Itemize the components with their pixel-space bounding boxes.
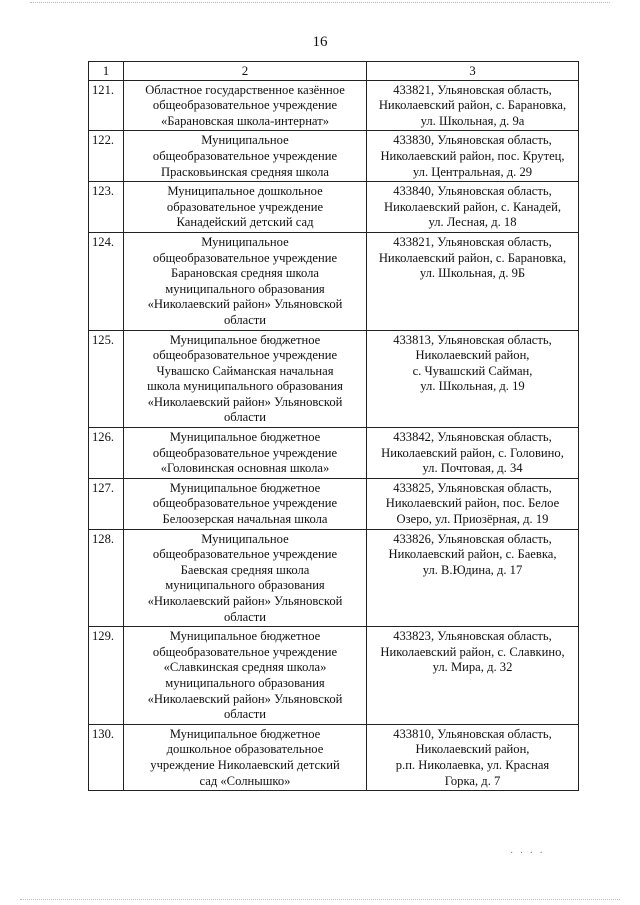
scan-edge-bottom bbox=[20, 899, 620, 901]
table-row bbox=[89, 131, 579, 182]
institution-name-line: муниципального образования bbox=[165, 675, 325, 690]
scan-artifact-mark: · · · · bbox=[510, 848, 545, 859]
institution-address-line: Николаевский район, с. Барановка, bbox=[378, 98, 567, 113]
row-number: 127. bbox=[89, 478, 124, 529]
column-header-address: 3 bbox=[367, 62, 579, 81]
institution-name-line: «Барановская школа-интернат» bbox=[160, 113, 329, 128]
institution-name-cell bbox=[124, 724, 367, 790]
institution-name-cell bbox=[124, 182, 367, 233]
institution-address-line: с. Чувашский Сайман, bbox=[412, 363, 533, 378]
table-row bbox=[89, 724, 579, 790]
table-row bbox=[89, 529, 579, 627]
institution-address-line: 433813, Ульяновская область, bbox=[393, 332, 552, 347]
row-number: 121. bbox=[89, 80, 124, 131]
table-row bbox=[89, 428, 579, 479]
institution-name-cell bbox=[124, 529, 367, 627]
column-header-name: 2 bbox=[124, 62, 367, 81]
institution-name-line: Белоозерская начальная школа bbox=[162, 512, 328, 527]
institution-address-cell bbox=[367, 80, 579, 131]
institution-address-line: Озеро, ул. Приозёрная, д. 19 bbox=[396, 512, 549, 527]
institution-name-line: образовательное учреждение bbox=[166, 199, 324, 214]
institution-name-cell bbox=[124, 80, 367, 131]
institution-name-line: Муниципальное бюджетное bbox=[169, 430, 321, 445]
table-body bbox=[89, 80, 579, 791]
institution-name-line: области bbox=[223, 609, 267, 624]
institution-address-line: Николаевский район, с. Головино, bbox=[381, 445, 564, 460]
institution-name-line: общеобразовательное учреждение bbox=[152, 98, 338, 113]
institution-name-line: области bbox=[223, 707, 267, 722]
institution-name-line: Муниципальное дошкольное bbox=[167, 184, 323, 199]
institution-address-line: ул. Школьная, д. 19 bbox=[420, 379, 525, 394]
institution-address-line: 433821, Ульяновская область, bbox=[393, 82, 552, 97]
institution-name-line: Чувашско Сайманская начальная bbox=[156, 363, 334, 378]
institution-name-line: муниципального образования bbox=[165, 281, 325, 296]
institution-name-line: Канадейский детский сад bbox=[176, 215, 314, 230]
column-header-number: 1 bbox=[89, 62, 124, 81]
institution-name-line: Муниципальное бюджетное bbox=[169, 480, 321, 495]
institution-address-cell bbox=[367, 724, 579, 790]
institution-address-cell bbox=[367, 182, 579, 233]
institution-address-line: 433830, Ульяновская область, bbox=[393, 133, 552, 148]
institution-address-line: 433823, Ульяновская область, bbox=[393, 629, 552, 644]
institution-name-line: Муниципальное bbox=[201, 531, 289, 546]
institution-address-cell bbox=[367, 478, 579, 529]
institution-address-line: Николаевский район, с. Баевка, bbox=[388, 547, 557, 562]
institution-name-line: Муниципальное bbox=[201, 133, 289, 148]
institution-address-line: ул. Мира, д. 32 bbox=[432, 660, 513, 675]
institution-address-line: Николаевский район, bbox=[415, 742, 530, 757]
row-number: 125. bbox=[89, 330, 124, 428]
institution-address-line: Николаевский район, bbox=[415, 348, 530, 363]
institution-address-line: Николаевский район, пос. Белое bbox=[385, 496, 560, 511]
institution-name-cell bbox=[124, 131, 367, 182]
institution-name-line: Муниципальное бюджетное bbox=[169, 332, 321, 347]
institution-name-line: «Николаевский район» Ульяновской bbox=[147, 394, 343, 409]
institution-address-cell bbox=[367, 627, 579, 725]
institution-address-line: Николаевский район, с. Барановка, bbox=[378, 250, 567, 265]
institution-name-line: муниципального образования bbox=[165, 578, 325, 593]
institution-address-line: 433825, Ульяновская область, bbox=[393, 480, 552, 495]
scan-edge-top bbox=[30, 2, 610, 4]
institution-name-line: Барановская средняя школа bbox=[170, 266, 320, 281]
institution-address-line: р.п. Николаевка, ул. Красная bbox=[395, 757, 550, 772]
institution-address-cell bbox=[367, 330, 579, 428]
institution-address-line: ул. Центральная, д. 29 bbox=[412, 164, 533, 179]
institution-name-line: общеобразовательное учреждение bbox=[152, 547, 338, 562]
institution-name-line: общеобразовательное учреждение bbox=[152, 445, 338, 460]
institution-address-line: Николаевский район, пос. Крутец, bbox=[380, 148, 565, 163]
institution-name-cell bbox=[124, 232, 367, 330]
table-row bbox=[89, 330, 579, 428]
institution-name-line: «Головинская основная школа» bbox=[160, 461, 330, 476]
institution-name-line: Прасковьинская средняя школа bbox=[161, 164, 329, 179]
row-number: 124. bbox=[89, 232, 124, 330]
institution-address-line: 433826, Ульяновская область, bbox=[393, 531, 552, 546]
institution-name-line: сад «Солнышко» bbox=[199, 773, 291, 788]
institution-name-line: общеобразовательное учреждение bbox=[152, 496, 338, 511]
institution-address-line: ул. Почтовая, д. 34 bbox=[422, 461, 523, 476]
institution-name-cell bbox=[124, 428, 367, 479]
page-number: 16 bbox=[312, 34, 328, 50]
row-number: 129. bbox=[89, 627, 124, 725]
institution-name-line: школа муниципального образования bbox=[147, 379, 343, 394]
institution-name-line: общеобразовательное учреждение bbox=[152, 644, 338, 659]
institution-name-cell bbox=[124, 478, 367, 529]
institution-address-line: 433842, Ульяновская область, bbox=[393, 430, 552, 445]
institution-name-cell bbox=[124, 627, 367, 725]
table-row bbox=[89, 232, 579, 330]
institution-name-line: общеобразовательное учреждение bbox=[152, 348, 338, 363]
institutions-table bbox=[88, 61, 579, 791]
institution-name-line: Баевская средняя школа bbox=[180, 562, 310, 577]
row-number: 128. bbox=[89, 529, 124, 627]
institution-address-cell bbox=[367, 131, 579, 182]
institution-name-line: Областное государственное казённое bbox=[145, 82, 345, 97]
institution-address-cell bbox=[367, 428, 579, 479]
institution-address-cell bbox=[367, 529, 579, 627]
row-number: 130. bbox=[89, 724, 124, 790]
institution-address-line: 433840, Ульяновская область, bbox=[393, 184, 552, 199]
table-row bbox=[89, 182, 579, 233]
institution-name-line: «Николаевский район» Ульяновской bbox=[147, 594, 343, 608]
institution-name-line: области bbox=[223, 312, 267, 327]
institution-name-line: области bbox=[223, 410, 267, 425]
institution-name-line: учреждение Николаевский детский bbox=[150, 757, 340, 772]
institution-address-line: ул. Лесная, д. 18 bbox=[428, 215, 517, 230]
institution-name-cell bbox=[124, 330, 367, 428]
institution-address-line: Николаевский район, с. Славкино, bbox=[380, 644, 565, 659]
institution-name-line: Муниципальное бюджетное bbox=[169, 629, 321, 644]
row-number: 123. bbox=[89, 182, 124, 233]
institution-address-cell bbox=[367, 232, 579, 330]
table-row bbox=[89, 478, 579, 529]
row-number: 126. bbox=[89, 428, 124, 479]
institution-address-line: ул. Школьная, д. 9а bbox=[420, 113, 525, 128]
institution-address-line: Николаевский район, с. Канадей, bbox=[383, 199, 561, 214]
institution-name-line: общеобразовательное учреждение bbox=[152, 250, 338, 265]
table-row bbox=[89, 627, 579, 725]
institution-address-line: ул. В.Юдина, д. 17 bbox=[422, 562, 523, 577]
table-header-row bbox=[89, 62, 579, 81]
institution-address-line: 433821, Ульяновская область, bbox=[393, 234, 552, 249]
institution-name-line: «Славкинская средняя школа» bbox=[163, 660, 327, 675]
institution-name-line: дошкольное образовательное bbox=[166, 742, 324, 757]
institution-address-line: 433810, Ульяновская область, bbox=[393, 726, 552, 741]
institution-name-line: Муниципальное бюджетное bbox=[169, 726, 321, 741]
institution-name-line: общеобразовательное учреждение bbox=[152, 148, 338, 163]
table-row bbox=[89, 80, 579, 131]
institution-name-line: Муниципальное bbox=[201, 234, 289, 249]
institution-name-line: «Николаевский район» Ульяновской bbox=[147, 691, 343, 706]
institution-address-line: ул. Школьная, д. 9Б bbox=[419, 266, 526, 281]
row-number: 122. bbox=[89, 131, 124, 182]
institution-address-line: Горка, д. 7 bbox=[444, 773, 501, 788]
institution-name-line: «Николаевский район» Ульяновской bbox=[147, 297, 343, 312]
